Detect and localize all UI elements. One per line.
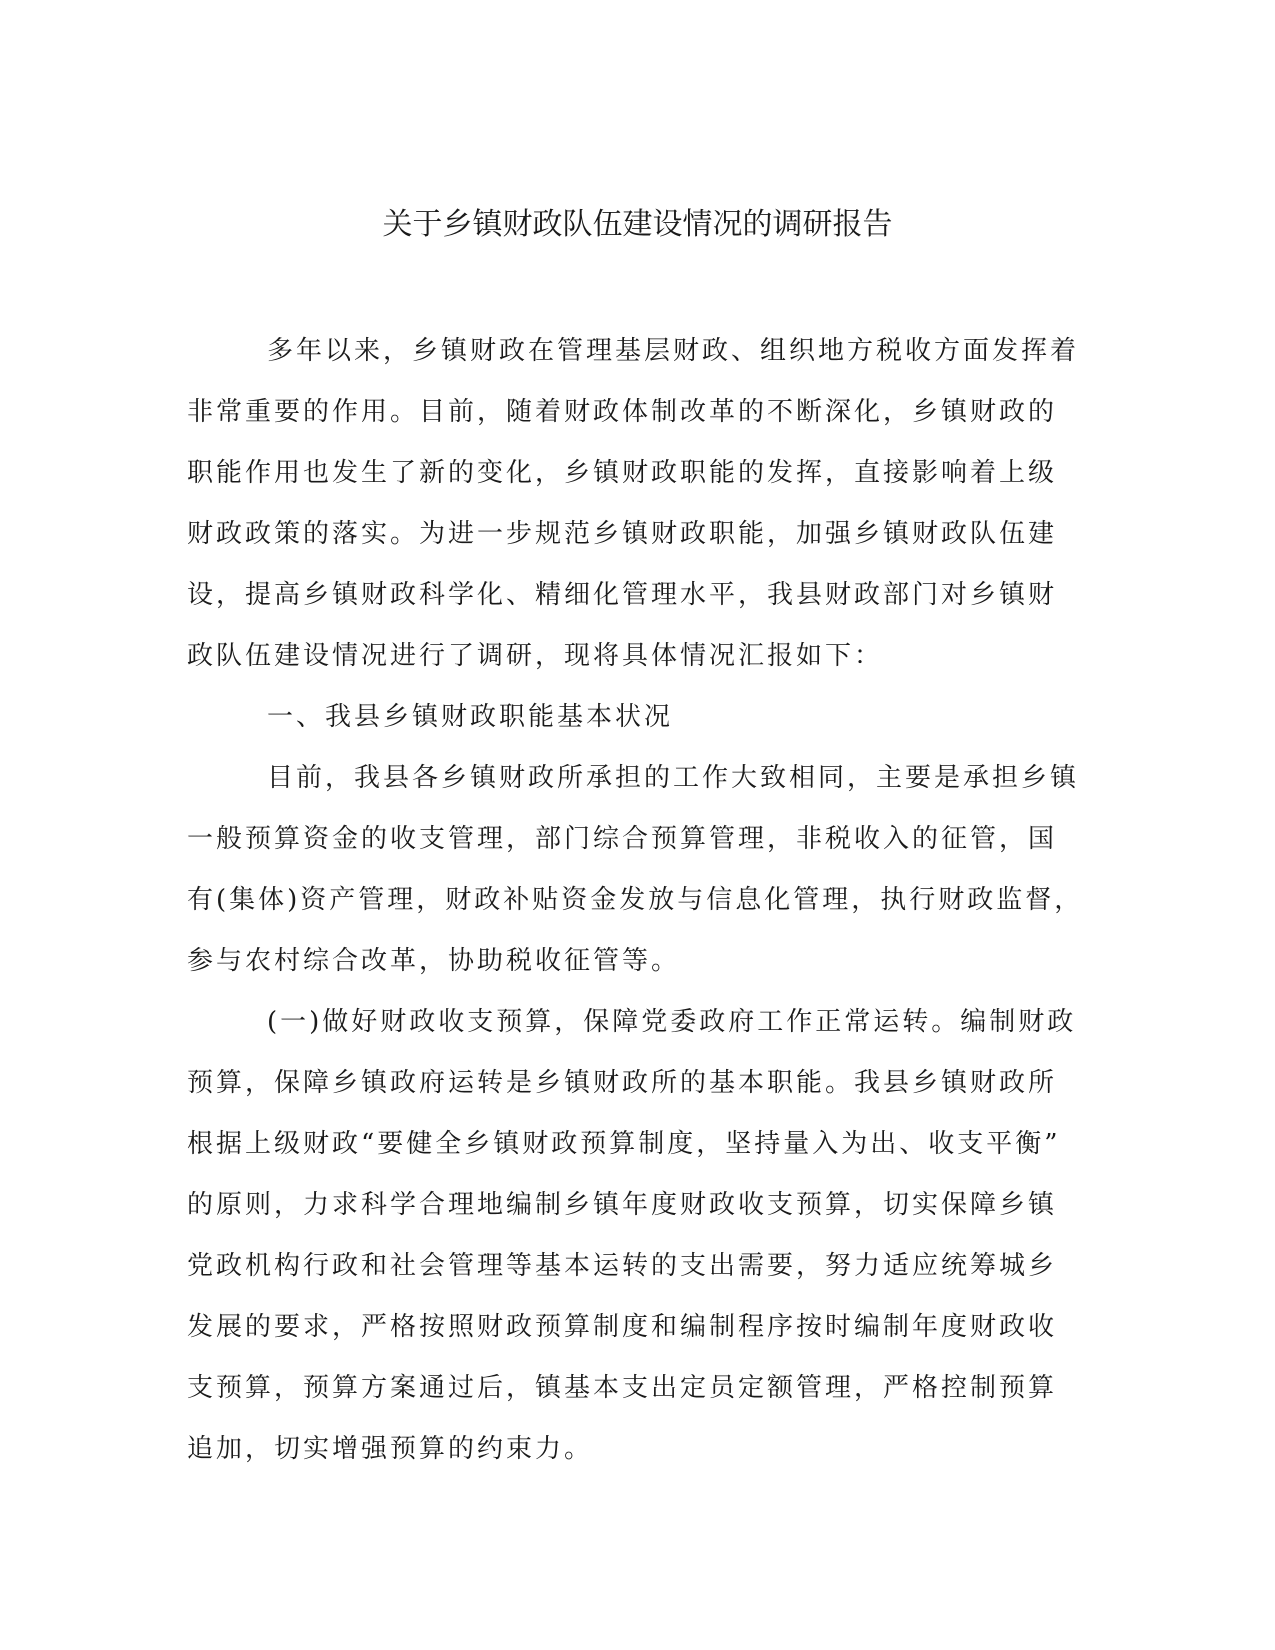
paragraph-line: (一)做好财政收支预算，保障党委政府工作正常运转。编制财政: [267, 1007, 1077, 1037]
paragraph-line: 有(集体)资产管理，财政补贴资金发放与信息化管理，执行财政监督，: [187, 885, 1084, 915]
paragraph-line: 目前，我县各乡镇财政所承担的工作大致相同，主要是承担乡镇: [267, 763, 1080, 793]
paragraph-line: 的原则，力求科学合理地编制乡镇年度财政收支预算，切实保障乡镇: [187, 1190, 1058, 1220]
paragraph-line: 根据上级财政“要健全乡镇财政预算制度，坚持量入为出、收支平衡”: [187, 1129, 1061, 1159]
paragraph-line: 职能作用也发生了新的变化，乡镇财政职能的发挥，直接影响着上级: [187, 458, 1058, 488]
paragraph-line: 设，提高乡镇财政科学化、精细化管理水平，我县财政部门对乡镇财: [187, 580, 1058, 610]
document-body: [187, 321, 1084, 1480]
paragraph-line: 党政机构行政和社会管理等基本运转的支出需要，努力适应统筹城乡: [187, 1251, 1058, 1281]
paragraph-line: 支预算，预算方案通过后，镇基本支出定员定额管理，严格控制预算: [187, 1373, 1058, 1403]
section-heading: 一、我县乡镇财政职能基本状况: [267, 702, 674, 732]
paragraph-line: 多年以来，乡镇财政在管理基层财政、组织地方税收方面发挥着: [267, 336, 1080, 366]
paragraph-line: 预算，保障乡镇政府运转是乡镇财政所的基本职能。我县乡镇财政所: [187, 1068, 1058, 1098]
paragraph-line: 发展的要求，严格按照财政预算制度和编制程序按时编制年度财政收: [187, 1312, 1058, 1342]
paragraph-line: 非常重要的作用。目前，随着财政体制改革的不断深化，乡镇财政的: [187, 397, 1058, 427]
paragraph-line: 财政政策的落实。为进一步规范乡镇财政职能，加强乡镇财政队伍建: [187, 519, 1058, 549]
paragraph-line: 政队伍建设情况进行了调研，现将具体情况汇报如下：: [187, 641, 884, 671]
paragraph-line: 追加，切实增强预算的约束力。: [187, 1434, 594, 1464]
paragraph-line: 一般预算资金的收支管理，部门综合预算管理，非税收入的征管，国: [187, 824, 1058, 854]
document-title: 关于乡镇财政队伍建设情况的调研报告: [382, 207, 893, 242]
paragraph-line: 参与农村综合改革，协助税收征管等。: [187, 946, 681, 976]
